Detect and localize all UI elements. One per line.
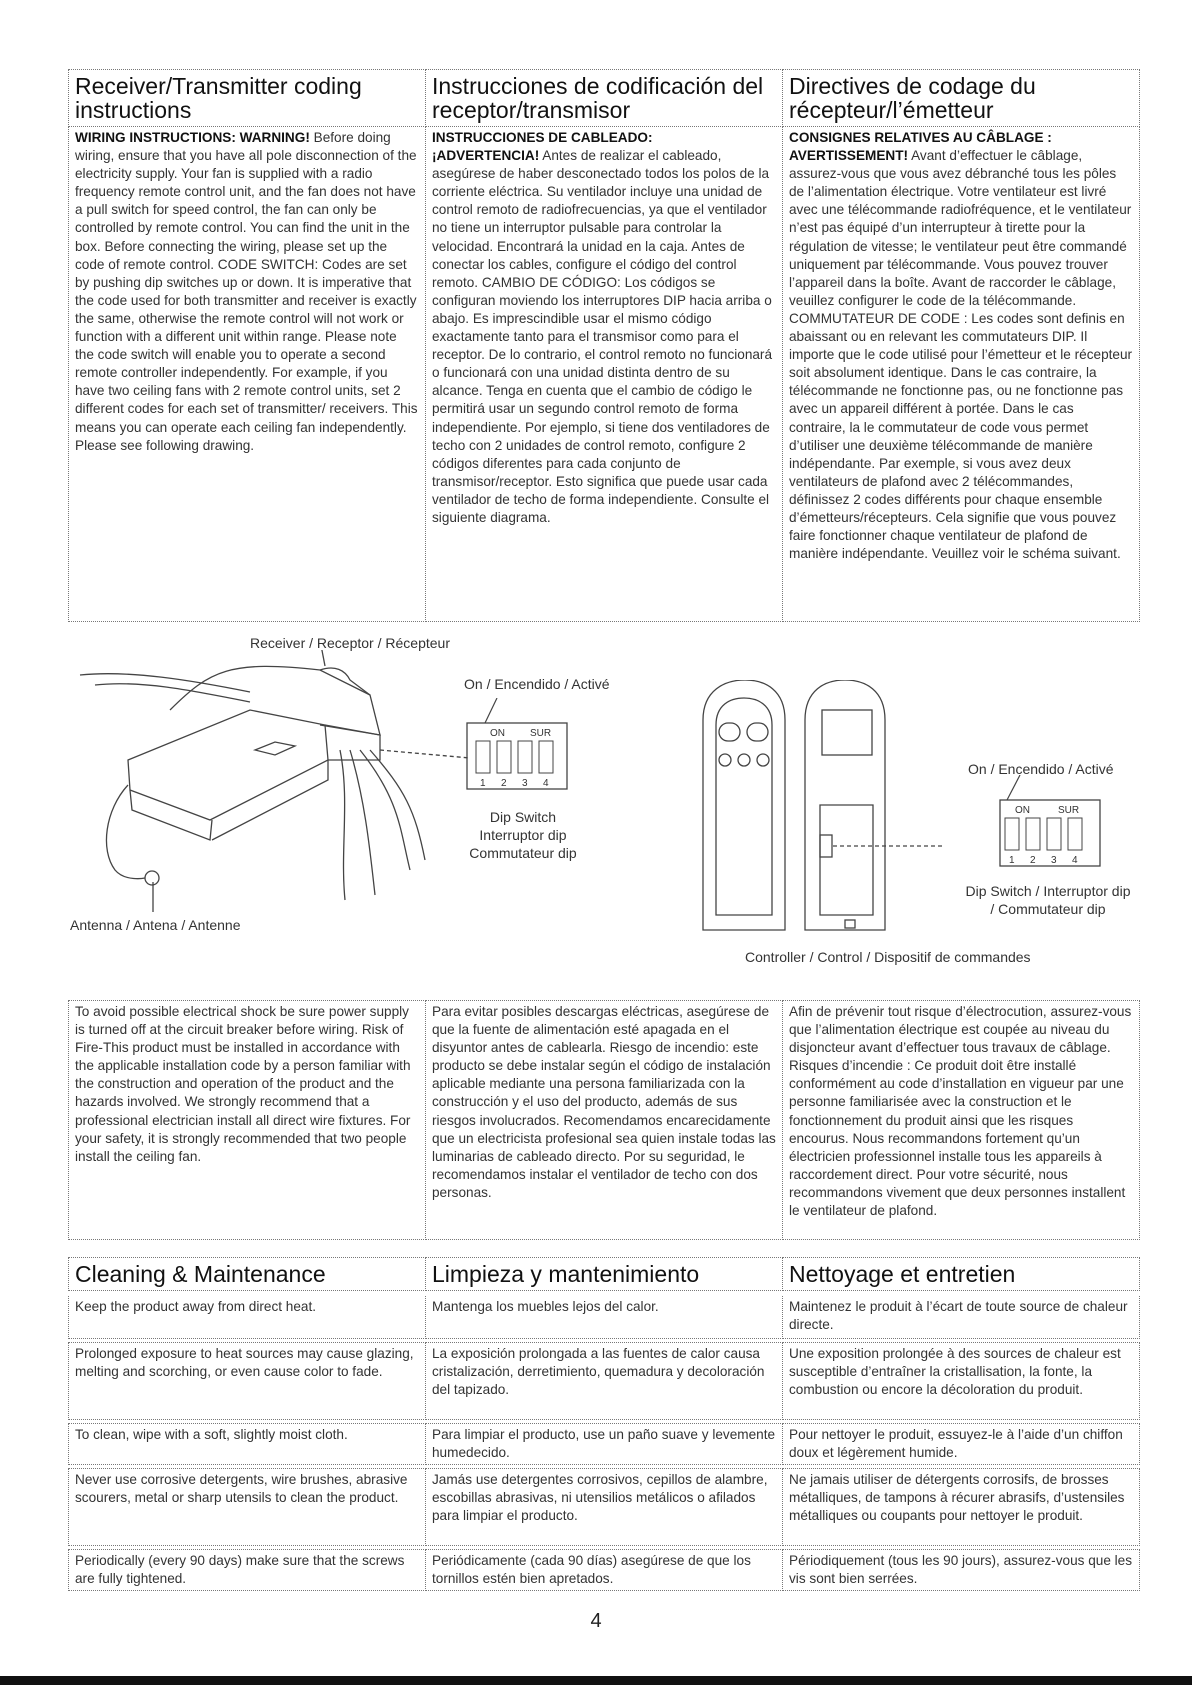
coding-paragraph-fr: Avant d’effectuer le câblage, assurez-vous que vous avez débranché tous les pôles de l’alimentation électrique. Votre ventilateur est livré avec une télécommande radiofréquence, et le ventilateur n’est pas équipé d’un interrupteur à tirette pour la régulation de vitesse; le ventilateur peut être commandé uniquement par télécommande. Vous pouvez trouver l’appareil dans la boîte. Avant de raccorder le câblage, veuillez configurer le code de la télécommande. COMMUTATEUR DE CODE : Les codes sont definis en abaissant ou en relevant les commutateurs DIP. Il importe que le code utilisé pour l’émetteur et le récepteur soit absolument identique. Dans le cas contraire, la télécommande ne fonctionne pas, ou ne fonctionne pas avec un appareil différent à portée. Dans le cas contraire, la le commutateur de code vous permet d’utiliser une deuxième télécommande de manière indépendante. Par exemple, si vous avez deux ventilateurs de plafond avec 2 télécommandes, définissez 2 codes différents pour chaque ensemble d’émetteurs/récepteurs. Cela signifie que vous pouvez faire fonctionner chaque ventilateur de plafond de manière indépendante. Veuillez voir le schéma suivant. (789, 148, 1133, 562)
cleaning-heading-es: Limpieza y mantenimiento (426, 1257, 783, 1291)
cleaning-5-en: Periodically (every 90 days) make sure that the screws are fully tightened. (68, 1549, 426, 1591)
dip-label-line-2: Interruptor dip (479, 827, 567, 843)
heading-fr: Directives de codage du récepteur/l’émetteur (783, 69, 1140, 127)
cleaning-row-4 (68, 1468, 1140, 1546)
cleaning-row-5 (68, 1549, 1140, 1591)
wiring-warning-es: ¡ADVERTENCIA! (432, 148, 540, 164)
coding-paragraph-es: Antes de realizar el cableado, asegúrese de haber desconectado todos los polos de la corriente eléctrica. Su ventilador incluye una unidad de control remoto de radiofrecuencias, ya que el ventilador no tiene un interruptor pulsable para controlar la velocidad. Encontrará la unidad en la caja. Antes de conectar los cables, configure el código del control remoto. CAMBIO DE CÓDIGO: Los códigos se configuran moviendo los interruptores DIP hacia arriba o abajo. Es imprescindible usar el mismo código exactamente tanto para el transmisor como para el receptor. De lo contrario, el control remoto no funcionará o funcionará con una unidad distinta dentro de su alcance. Tenga en cuenta que el cambio de código le permitirá usar un segundo control remoto de forma independiente. Por ejemplo, si tiene dos ventiladores de techo con 2 unidades de control remoto, configure 2 códigos diferentes para cada conjunto de transmisor/receptor. Esto significa que puede usar cada ventilador de techo de forma independiente. Consulte el siguiente diagrama. (432, 148, 773, 525)
coding-headings-row (68, 69, 1140, 127)
cleaning-row-2 (68, 1342, 1140, 1420)
cleaning-5-es: Periódicamente (cada 90 días) asegúrese de que los tornillos estén bien apretados. (426, 1549, 783, 1591)
bottom-edge-band (0, 1676, 1192, 1685)
receiver-switch-on: ON (490, 728, 505, 739)
cleaning-1-es: Mantenga los muebles lejos del calor. (426, 1296, 783, 1339)
heading-en: Receiver/Transmitter coding instructions (68, 69, 426, 127)
cleaning-4-en: Never use corrosive detergents, wire brushes, abrasive scourers, metal or sharp utensils to clean the product. (68, 1468, 426, 1546)
controller-switch-on: ON (1015, 805, 1030, 816)
receiver-switch-num-4: 4 (543, 778, 549, 789)
cleaning-3-en: To clean, wipe with a soft, slightly moist cloth. (68, 1423, 426, 1465)
safety-text-en: To avoid possible electrical shock be sure power supply is turned off at the circuit breaker before wiring. Risk of Fire-This product must be installed in accordance with the applicable installation code by a person familiar with the construction and operation of the product and the hazards involved. We strongly recommend that a professional electrician install all direct wire fixtures. For your safety, it is strongly recommended that two people install the ceiling fan. (68, 1000, 426, 1240)
controller-switch-num-1: 1 (1009, 855, 1015, 866)
cleaning-2-es: La exposición prolongada a las fuentes de calor causa cristalización, derretimiento, quemadura y decoloración del tapizado. (426, 1342, 783, 1420)
cleaning-row-3 (68, 1423, 1140, 1465)
receiver-switch-num-1: 1 (480, 778, 486, 789)
controller-switch-num-3: 3 (1051, 855, 1057, 866)
cleaning-2-en: Prolonged exposure to heat sources may cause glazing, melting and scorching, or even cause color to fade. (68, 1342, 426, 1420)
dip-switch-label-controller (953, 882, 1143, 918)
receiver-label: Receiver / Receptor / Récepteur (250, 635, 450, 651)
coding-paragraph-en: Before doing wiring, ensure that you have all pole disconnection of the electricity supply. Your fan is supplied with a radio frequency remote control unit, and the fan does not have a pull switch for speed control, the fan can only be controlled by remote control. You can find the unit in the box. Before connecting the wiring, please set up the code of remote control. CODE SWITCH: Codes are set by pushing dip switches up or down. It is imperative that the code used for both transmitter and receiver is exactly the same, otherwise the remote control will not work or function with a different unit within range. Please note the code switch will enable you to operate a second remote controller independently. For example, if you have two ceiling fans with 2 remote control units, set 2 different codes for each set of transmitter/ receivers. This means you can operate each ceiling fan independently. Please see following drawing. (75, 130, 418, 453)
safety-row (68, 1000, 1140, 1240)
receiver-dip-switch (462, 698, 572, 793)
heading-es: Instrucciones de codificación del receptor/transmisor (426, 69, 783, 127)
coding-body-row (68, 127, 1140, 622)
receiver-switch-num-3: 3 (522, 778, 528, 789)
dip-label-2-line-1: Dip Switch / Interruptor dip (965, 883, 1131, 899)
on-label-receiver: On / Encendido / Activé (464, 676, 610, 692)
controller-switch-num-2: 2 (1030, 855, 1036, 866)
coding-text-en (68, 127, 426, 622)
dip-label-line-1: Dip Switch (489, 809, 557, 825)
antenna-label: Antenna / Antena / Antenne (70, 917, 241, 933)
wiring-warning-fr: AVERTISSEMENT! (789, 148, 909, 164)
cleaning-heading-en: Cleaning & Maintenance (68, 1257, 426, 1291)
cleaning-4-fr: Ne jamais utiliser de détergents corrosifs, de brosses métalliques, de tampons à récurer abrasifs, d’ustensiles métalliques ou coupants pour nettoyer le produit. (783, 1468, 1140, 1546)
cleaning-3-es: Para limpiar el producto, use un paño suave y levemente humedecido. (426, 1423, 783, 1465)
coding-text-fr (783, 127, 1140, 622)
wiring-heading-es: INSTRUCCIONES DE CABLEADO: (432, 130, 653, 145)
cleaning-5-fr: Périodiquement (tous les 90 jours), assurez-vous que les vis sont bien serrées. (783, 1549, 1140, 1591)
controller-switch-num-4: 4 (1072, 855, 1078, 866)
cleaning-heading-fr: Nettoyage et entretien (783, 1257, 1140, 1291)
receiver-switch-sur: SUR (530, 728, 552, 739)
dip-label-2-line-2: / Commutateur dip (990, 901, 1106, 917)
cleaning-4-es: Jamás use detergentes corrosivos, cepillos de alambre, escobillas abrasivas, ni utensilios metálicos o afilados para limpiar el producto. (426, 1468, 783, 1546)
cleaning-3-fr: Pour nettoyer le produit, essuyez-le à l’aide d’un chiffon doux et légèrement humide. (783, 1423, 1140, 1465)
dip-label-line-3: Commutateur dip (469, 845, 577, 861)
cleaning-row-1 (68, 1296, 1140, 1339)
on-label-controller: On / Encendido / Activé (968, 761, 1114, 777)
safety-text-fr: Afin de prévenir tout risque d’électrocution, assurez-vous que l’alimentation électrique est coupée au niveau du disjoncteur avant d’effectuer tous travaux de câblage. Risques d’incendie : Ce produit doit être installé conformément au code d’installation en vigueur par une personne familiarisée avec la construction et le fonctionnement du produit ainsi que les risques encourus. Nous recommandons fortement qu’un électricien professionnel installe tous les appareils à raccordement direct. Pour votre sécurité, nous recommandons vivement que deux personnes installent le ventilateur de plafond. (783, 1000, 1140, 1240)
remote-front-icon (703, 680, 785, 930)
remote-controls-illustration (695, 680, 955, 940)
receiver-illustration (70, 650, 490, 920)
cleaning-headings-row (68, 1257, 1140, 1291)
cleaning-1-fr: Maintenez le produit à l’écart de toute source de chaleur directe. (783, 1296, 1140, 1339)
controller-dip-switch (995, 775, 1105, 870)
cleaning-1-en: Keep the product away from direct heat. (68, 1296, 426, 1339)
receiver-switch-num-2: 2 (501, 778, 507, 789)
wiring-heading-fr: CONSIGNES RELATIVES AU CÂBLAGE : (789, 130, 1052, 145)
safety-text-es: Para evitar posibles descargas eléctricas, asegúrese de que la fuente de alimentación esté apagada en el disyuntor antes de cablearla. Riesgo de incendio: este producto se debe instalar según el código de instalación aplicable mediante una persona familiarizada con la construcción y el uso del producto, además de sus riesgos involucrados. Recomendamos encarecidamente que un electricista profesional sea quien instale todas las luminarias de cableado directo. Por su seguridad, le recomendamos instalar el ventilador de techo con dos personas. (426, 1000, 783, 1240)
cleaning-2-fr: Une exposition prolongée à des sources de chaleur est susceptible d’entraîner la cristallisation, la fonte, la combustion ou encore la décoloration du produit. (783, 1342, 1140, 1420)
controller-label: Controller / Control / Dispositif de commandes (745, 949, 1031, 965)
coding-text-es (426, 127, 783, 622)
controller-switch-sur: SUR (1058, 805, 1080, 816)
wiring-warning-en: WIRING INSTRUCTIONS: WARNING! (75, 130, 310, 145)
page-number: 4 (590, 1610, 602, 1632)
